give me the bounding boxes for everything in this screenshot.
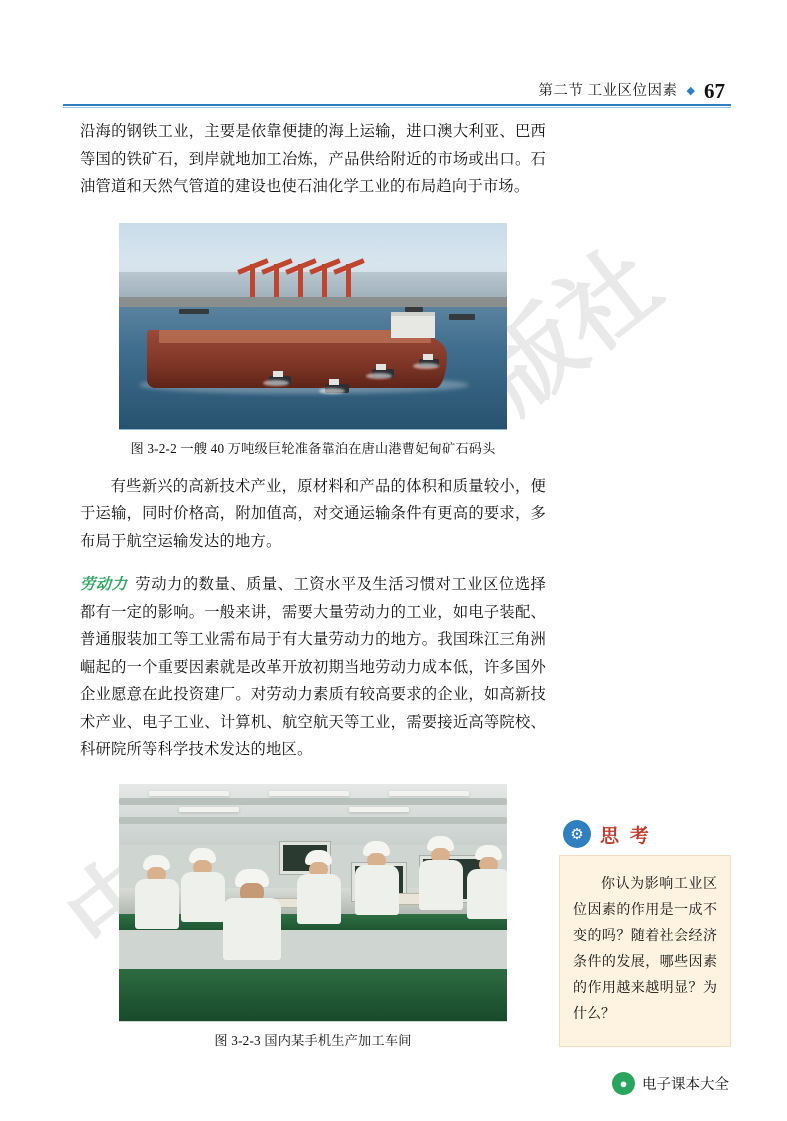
figure-ship-port — [80, 223, 546, 457]
paragraph-1: 沿海的钢铁工业，主要是依靠便捷的海上运输，进口澳大利亚、巴西等国的铁矿石，到岸就地加工冶炼，产品供给附近的市场或出口。石油管道和天然气管道的建设也使石油化学工业的布局趋向于市场。 — [80, 123, 546, 195]
header-divider-thin — [63, 107, 731, 108]
think-box-title: 思 考 — [600, 825, 652, 847]
wechat-icon: ● — [612, 1072, 635, 1095]
paragraph-2: 有些新兴的高新技术产业，原材料和产品的体积和质量较小，便于运输，同时价格高，附加值高，对交通运输条件有更高的要求，多布局于航空运输发达的地方。 — [80, 477, 546, 550]
worker-figure — [419, 836, 463, 910]
paragraph-3-text: 劳动力的数量、质量、工资水平及生活习惯对工业区位选择都有一定的影响。一般来讲，需要大量劳动力的工业，如电子装配、普通服装加工等工业需布局于有大量劳动力的地方。我国珠江三角洲崛起的一个重要因素就是改革开放初期当地劳动力成本低，许多国外企业愿意在此投资建厂。对劳动力素质有较高要求的企业，如高新技术产业、电子工业、计算机、航空航天等工业，需要接近高等院校、科研院所等科学技术发达的地区。 — [80, 576, 547, 758]
diamond-icon: ◆ — [686, 85, 695, 97]
header-divider — [63, 104, 731, 106]
worker-figure — [297, 850, 341, 924]
footer-label: 电子课本大全 — [642, 1077, 729, 1093]
think-box-header — [559, 820, 731, 848]
brain-gear-icon: ⚙ — [563, 820, 591, 848]
worker-figure — [135, 855, 179, 929]
figure-phone-workshop — [80, 784, 546, 1049]
page-header — [63, 74, 731, 108]
figure-caption: 图 3-2-3 国内某手机生产加工车间 — [214, 1032, 412, 1048]
header-section-title: 第二节 工业区位因素 — [538, 83, 678, 99]
keyword-labour: 劳动力 — [80, 576, 128, 593]
tugboat — [372, 369, 394, 378]
worker-figure — [181, 848, 225, 922]
paragraph-3 — [80, 571, 546, 764]
watermark-right-1: 版社 — [462, 228, 680, 432]
page-number: 67 — [704, 79, 725, 103]
worker-figure-foreground — [223, 869, 281, 961]
figure-image-workshop — [119, 784, 507, 1022]
figure-image-ship — [119, 223, 507, 430]
worker-figure — [467, 845, 507, 919]
think-box — [559, 820, 731, 1047]
tugboat — [325, 384, 349, 393]
figure-caption: 图 3-2-2 一艘 40 万吨级巨轮准备靠泊在唐山港曹妃甸矿石码头 — [130, 440, 496, 456]
main-content — [80, 118, 546, 1049]
footer-badge — [612, 1072, 729, 1095]
think-box-text: 你认为影响工业区位因素的作用是一成不变的吗？随着社会经济条件的发展，哪些因素的作用越来越明显？为什么？ — [559, 855, 731, 1047]
worker-figure — [355, 841, 399, 915]
tugboat — [269, 376, 291, 385]
tugboat — [419, 359, 439, 367]
